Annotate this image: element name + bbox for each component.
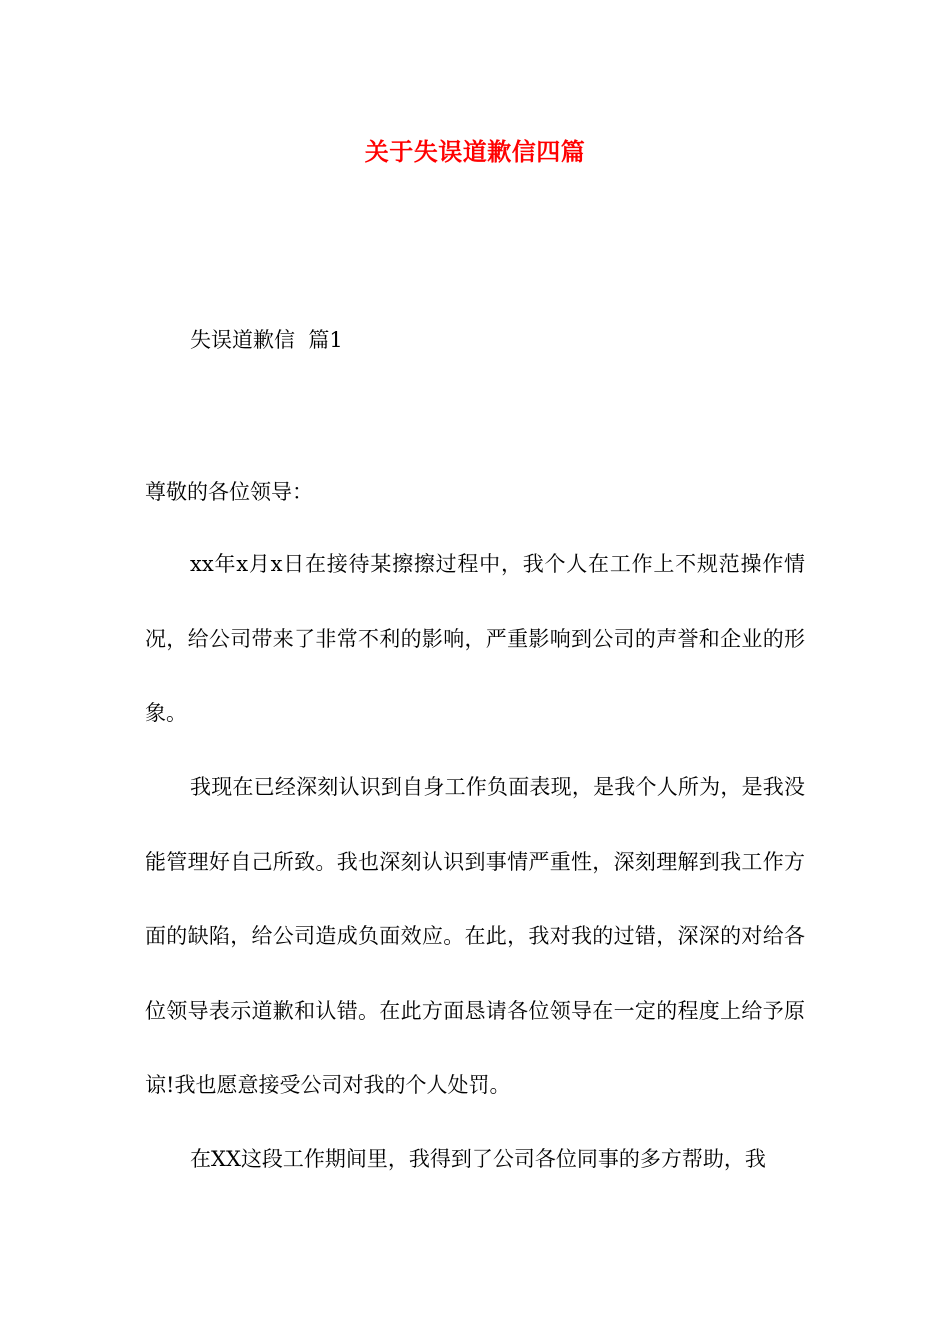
body-paragraph-1: xx年x月x日在接待某擦擦过程中，我个人在工作上不规范操作情况，给公司带来了非常不利的影响，严重影响到公司的声誉和企业的形象。 bbox=[145, 552, 805, 725]
body-paragraph-3: 在XX这段工作期间里，我得到了公司各位同事的多方帮助，我 bbox=[190, 1147, 766, 1171]
section-heading: 失误道歉信 篇1 bbox=[190, 328, 343, 352]
salutation: 尊敬的各位领导： bbox=[145, 480, 313, 504]
body-paragraph-2: 我现在已经深刻认识到自身工作负面表现，是我个人所为，是我没能管理好自己所致。我也深刻认识到事情严重性，深刻理解到我工作方面的缺陷，给公司造成负面效应。在此，我对我的过错，深深的对给各位领导表示道歉和认错。在此方面恳请各位领导在一定的程度上给予原谅!我也愿意接受公司对我的个人处罚。 bbox=[145, 775, 805, 1097]
document-title: 关于失误道歉信四篇 bbox=[364, 137, 586, 166]
